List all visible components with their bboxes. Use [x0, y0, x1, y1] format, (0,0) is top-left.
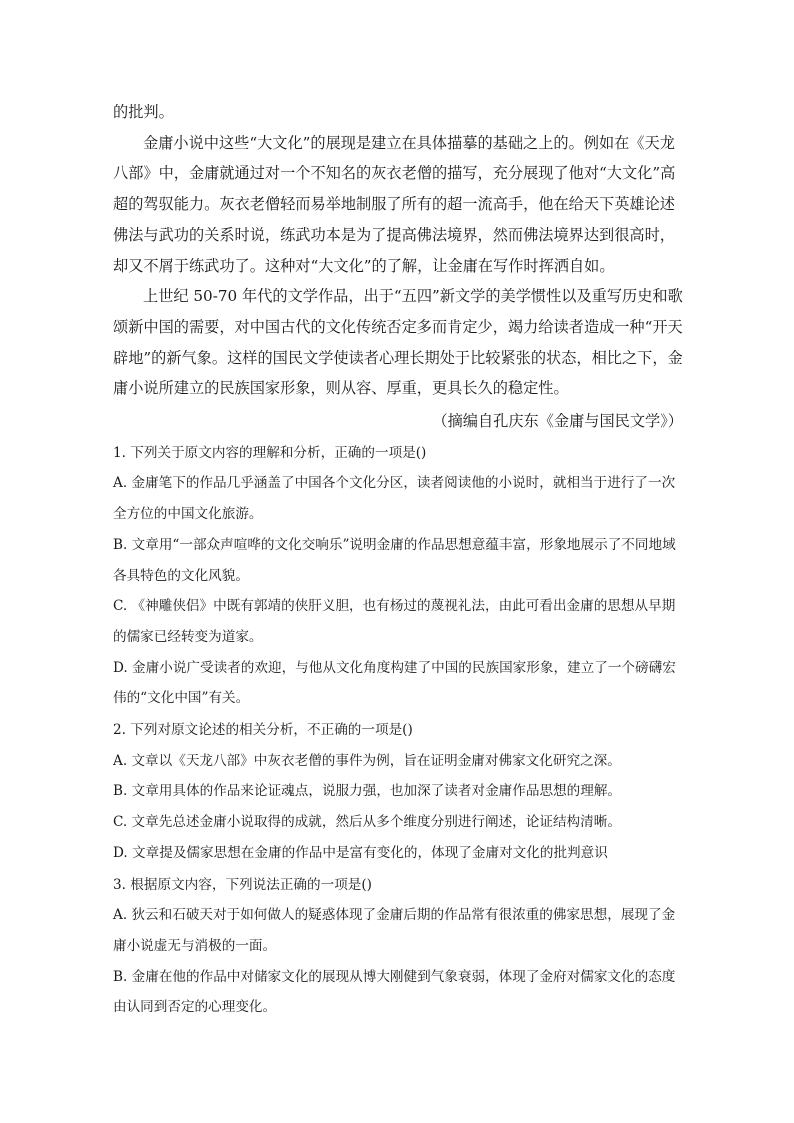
- passage-paragraph-1: 金庸小说中这些“大文化”的展现是建立在具体描摹的基础之上的。例如在《天龙八部》中，金庸就通过对一个不知名的灰衣老僧的描写，充分展现了他对“大文化”高超的驾驭能力。灰衣老僧轻而易举地制服了所有的超一流高手，他在给天下英雄论述佛法与武功的关系时说，练武功本是为了提高佛法境界，然而佛法境界达到很高时，却又不屑于练武功了。这种对“大文化”的了解，让金庸在写作时挥洒自如。: [113, 133, 676, 275]
- option-b: B. 文章用“一部众声喧哗的文化交响乐”说明金庸的作品思想意蕴丰富，形象地展示了不同地域各具特色的文化风貌。: [113, 536, 676, 584]
- option-d: D. 文章提及儒家思想在金庸的作品中是富有变化的，体现了金庸对文化的批判意识: [113, 844, 608, 861]
- option-b: B. 金庸在他的作品中对储家文化的展现从博大刚健到气象衰弱，体现了金府对儒家文化的态度由认同到否定的心理变化。: [113, 968, 676, 1016]
- passage-paragraph-2: 上世纪 50-70 年代的文学作品，出于“五四”新文学的美学惯性以及重写历史和歌颂新中国的需要，对中国古代的文化传统否定多而肯定少，竭力给读者造成一种“开天辟地”的新气象。这样的国民文学使读者心理长期处于比较紧张的状态，相比之下，金庸小说所建立的民族国家形象，则从容、厚重，更具长久的稳定性。: [113, 287, 683, 398]
- option-a: A. 狄云和石破天对于如何做人的疑惑体现了金庸后期的作品常有很浓重的佛家思想，展现了金庸小说虚无与消极的一面。: [113, 907, 676, 954]
- option-a: A. 金庸笔下的作品几乎涵盖了中国各个文化分区，读者阅读他的小说时，就相当于进行了一次全方位的中国文化旅游。: [113, 475, 676, 523]
- passage-paragraph-0: 的批判。: [113, 103, 174, 121]
- option-c: C. 文章先总述金庸小说取得的成就，然后从多个维度分别进行阐述，论证结构清晰。: [113, 814, 621, 831]
- document-page: [113, 97, 683, 1023]
- question-1: [113, 438, 683, 714]
- question-stem: 1. 下列关于原文内容的理解和分析，正确的一项是(): [113, 444, 427, 461]
- option-a: A. 文章以《天龙八部》中灰衣老僧的事件为例，旨在证明金庸对佛家文化研究之深。: [113, 752, 621, 769]
- option-c: C. 《神雕侠侣》中既有郭靖的侠肝义胆，也有杨过的蔑视礼法，由此可看出金庸的思想从早期的儒家已经转变为道家。: [113, 598, 676, 645]
- question-3: [113, 870, 683, 1024]
- question-2: [113, 715, 683, 869]
- option-b: B. 文章用具体的作品来论证魂点，说服力强，也加深了读者对金庸作品思想的理解。: [113, 783, 622, 800]
- question-stem: 2. 下列对原文论述的相关分析，不正确的一项是(): [113, 722, 413, 739]
- passage-source: （摘编自孔庆东《金庸与国民文学》）: [432, 412, 683, 431]
- option-d: D. 金庸小说广受读者的欢迎，与他从文化角度构建了中国的民族国家形象，建立了一个磅礴宏伟的“文化中国”有关。: [113, 659, 676, 707]
- question-stem: 3. 根据原文内容，下列说法正确的一项是(): [113, 876, 372, 893]
